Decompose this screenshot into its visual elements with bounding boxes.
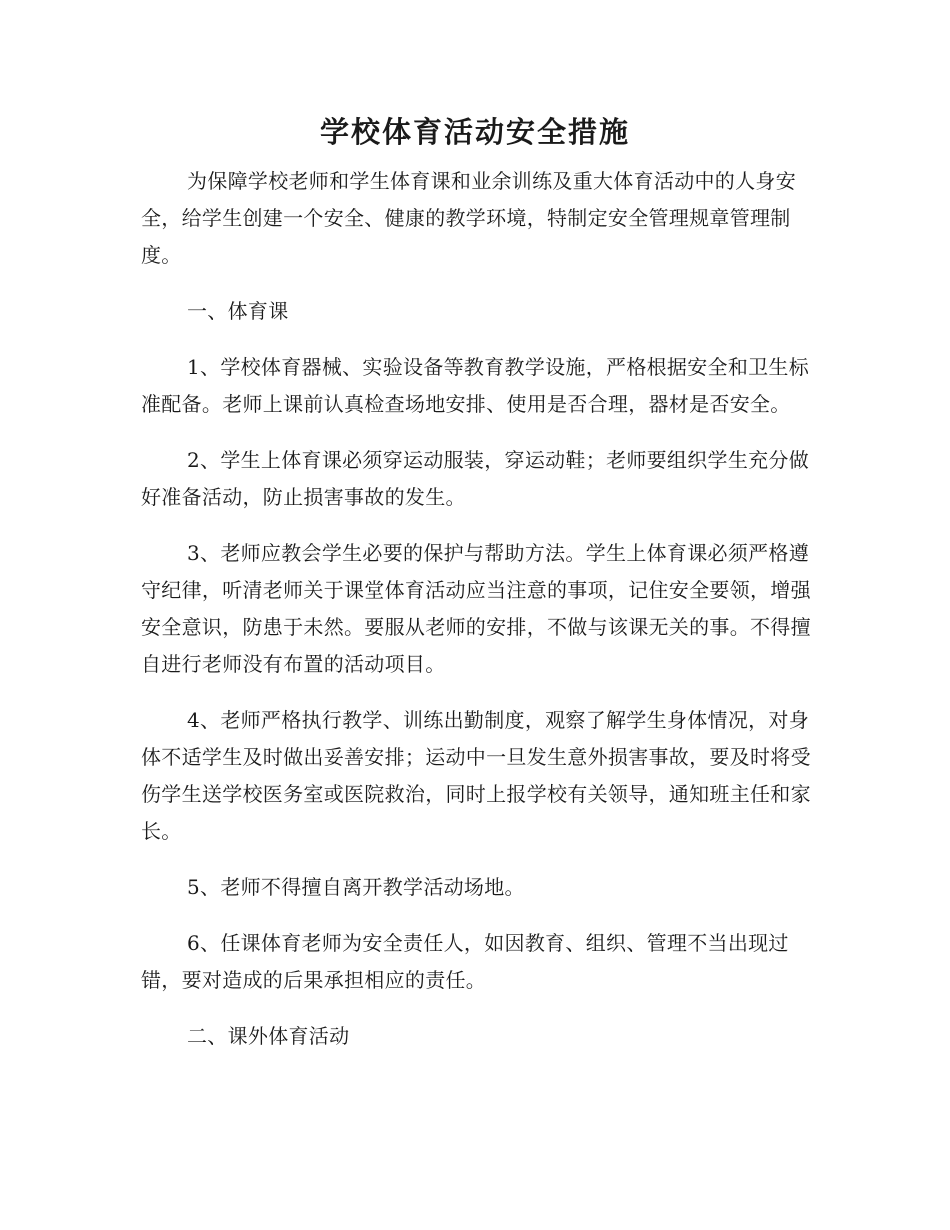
list-item: 3、老师应教会学生必要的保护与帮助方法。学生上体育课必须严格遵守纪律，听清老师关于课堂体育活动应当注意的事项，记住安全要领，增强安全意识，防患于未然。要服从老师的安排，不做与该课无关的事。不得擅自进行老师没有布置的活动项目。 [141, 541, 811, 676]
list-item: 6、任课体育老师为安全责任人，如因教育、组织、管理不当出现过错，要对造成的后果承担相应的责任。 [141, 931, 789, 992]
list-item: 4、老师严格执行教学、训练出勤制度，观察了解学生身体情况，对身体不适学生及时做出妥善安排；运动中一旦发生意外损害事故，要及时将受伤学生送学校医务室或医院救治，同时上报学校有关领导，通知班主任和家长。 [141, 708, 811, 843]
list-item: 5、老师不得擅自离开教学活动场地。 [187, 875, 525, 899]
section-heading-extracurricular: 二、课外体育活动 [187, 1024, 350, 1048]
section-heading-pe-class: 一、体育课 [187, 299, 289, 323]
intro-paragraph: 为保障学校老师和学生体育课和业余训练及重大体育活动中的人身安全，给学生创建一个安全、健康的教学环境，特制定安全管理规章管理制度。 [141, 169, 796, 267]
list-item: 2、学生上体育课必须穿运动服装，穿运动鞋；老师要组织学生充分做好准备活动，防止损害事故的发生。 [141, 448, 810, 509]
list-item: 1、学校体育器械、实验设备等教育教学设施，严格根据安全和卫生标准配备。老师上课前认真检查场地安排、使用是否合理，器材是否安全。 [141, 355, 810, 416]
document-title: 学校体育活动安全措施 [319, 115, 630, 149]
document-body [141, 163, 811, 1074]
